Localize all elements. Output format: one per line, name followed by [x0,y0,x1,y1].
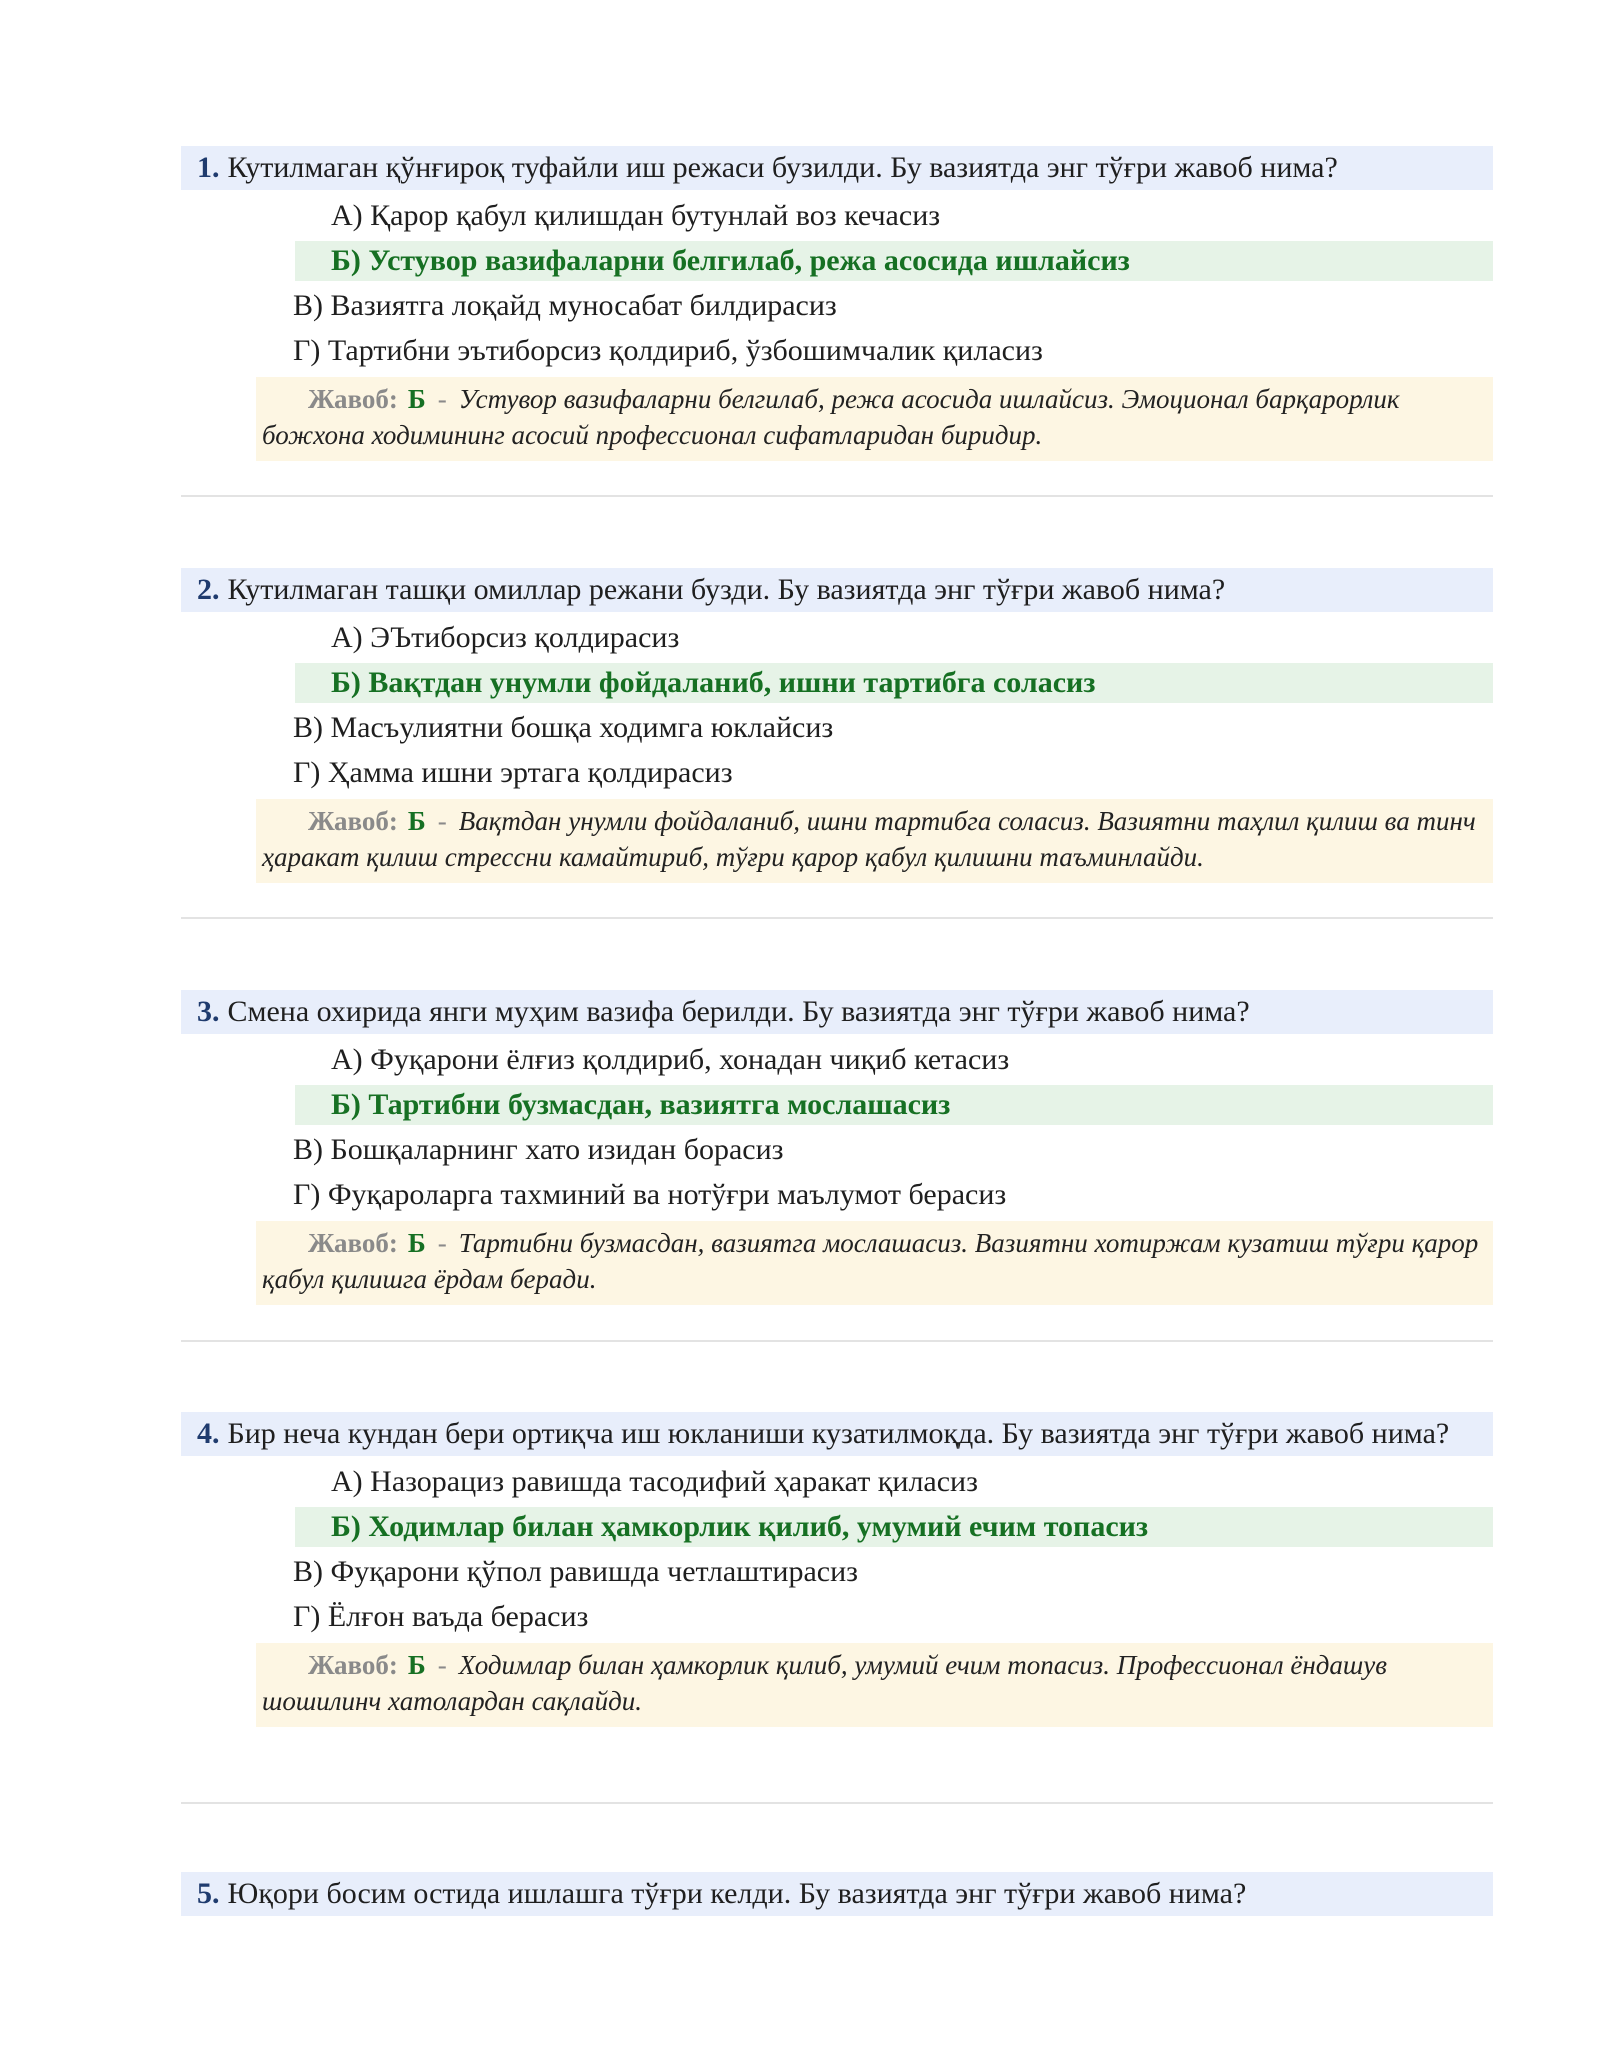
answer-label: Жавоб: [308,1650,398,1680]
option-b-correct: Б) Тартибни бузмасдан, вазиятга мослашасиз [295,1085,1493,1125]
divider [181,917,1493,919]
question-number: 5. [197,1877,220,1910]
question-text: Кутилмаган ташқи омиллар режани бузди. Бу вазиятда энг тўғри жавоб нима? [227,573,1226,606]
divider [181,495,1493,497]
question-number: 4. [197,1417,220,1450]
question-block [181,990,1493,1305]
option-g: Г) Тартибни эътиборсиз қолдириб, ўзбошимчалик қиласиз [293,334,1043,367]
option-v: В) Вазиятга лоқайд муносабат билдирасиз [293,289,837,322]
question-text: Кутилмаган қўнғироқ туфайли иш режаси бузилди. Бу вазиятда энг тўғри жавоб нима? [227,151,1338,184]
answer-key: Б [407,1228,426,1258]
answer-explanation [256,1221,1493,1305]
answer-explanation [256,377,1493,461]
question-number: 1. [197,151,220,184]
option-v: В) Фуқарони қўпол равишда четлаштирасиз [293,1555,858,1588]
answer-dash: - [437,384,447,414]
option-b-correct: Б) Вақтдан унумли фойдаланиб, ишни тартибга соласиз [295,663,1493,703]
answer-label: Жавоб: [308,1228,398,1258]
question-text: Бир неча кундан бери ортиқча иш юкланиши кузатилмоқда. Бу вазиятда энг тўғри жавоб нима? [227,1417,1450,1450]
option-a: А) Фуқарони ёлғиз қолдириб, хонадан чиқиб кетасиз [331,1043,1010,1076]
question-number: 2. [197,573,220,606]
divider [181,1802,1493,1804]
answer-dash: - [437,1228,447,1258]
option-b-correct: Б) Устувор вазифаларни белгилаб, режа асосида ишлайсиз [295,241,1493,281]
answer-label: Жавоб: [308,806,398,836]
answer-key: Б [407,384,426,414]
option-v: В) Масъулиятни бошқа ходимга юклайсиз [293,711,834,744]
question-text: Смена охирида янги муҳим вазифа берилди. Бу вазиятда энг тўғри жавоб нима? [227,995,1250,1028]
answer-dash: - [437,1650,447,1680]
option-a: А) ЭЪтиборсиз қолдирасиз [331,621,680,654]
question-heading [181,1872,1493,1916]
question-block [181,1872,1493,1922]
answer-text: Устувор вазифаларни белгилаб, режа асосида ишлайсиз. Эмоционал барқарорлик божхона ходимининг асосий профессионал сифатларидан биридир. [262,384,1400,450]
question-text: Юқори босим остида ишлашга тўғри келди. Бу вазиятда энг тўғри жавоб нима? [227,1877,1247,1910]
answer-key: Б [407,1650,426,1680]
option-a: А) Қарор қабул қилишдан бутунлай воз кечасиз [331,199,941,232]
answer-key: Б [407,806,426,836]
option-a: А) Назорациз равишда тасодифий ҳаракат қиласиз [331,1465,978,1498]
answer-text: Тартибни бузмасдан, вазиятга мослашасиз. Вазиятни хотиржам кузатиш тўғри қарор қабул қилишга ёрдам беради. [262,1228,1479,1294]
question-heading [181,146,1493,190]
question-heading [181,1412,1493,1456]
answer-dash: - [437,806,447,836]
option-v: В) Бошқаларнинг хато изидан борасиз [293,1133,784,1166]
question-heading [181,990,1493,1034]
divider [181,1340,1493,1342]
question-block [181,568,1493,883]
question-heading [181,568,1493,612]
answer-explanation [256,799,1493,883]
answer-text: Ходимлар билан ҳамкорлик қилиб, умумий ечим топасиз. Профессионал ёндашув шошилинч хатолардан сақлайди. [262,1650,1388,1716]
answer-explanation [256,1643,1493,1727]
option-b-correct: Б) Ходимлар билан ҳамкорлик қилиб, умумий ечим топасиз [295,1507,1493,1547]
answer-text: Вақтдан унумли фойдаланиб, ишни тартибга соласиз. Вазиятни таҳлил қилиш ва тинч ҳаракат қилиш стрессни камайтириб, тўғри қарор қабул қилишни таъминлайди. [262,806,1476,872]
option-g: Г) Фуқароларга тахминий ва нотўғри маълумот берасиз [293,1178,1007,1211]
question-block [181,146,1493,461]
option-g: Г) Ҳамма ишни эртага қолдирасиз [293,756,733,789]
option-g: Г) Ёлғон ваъда берасиз [293,1600,589,1633]
question-block [181,1412,1493,1727]
answer-label: Жавоб: [308,384,398,414]
question-number: 3. [197,995,220,1028]
